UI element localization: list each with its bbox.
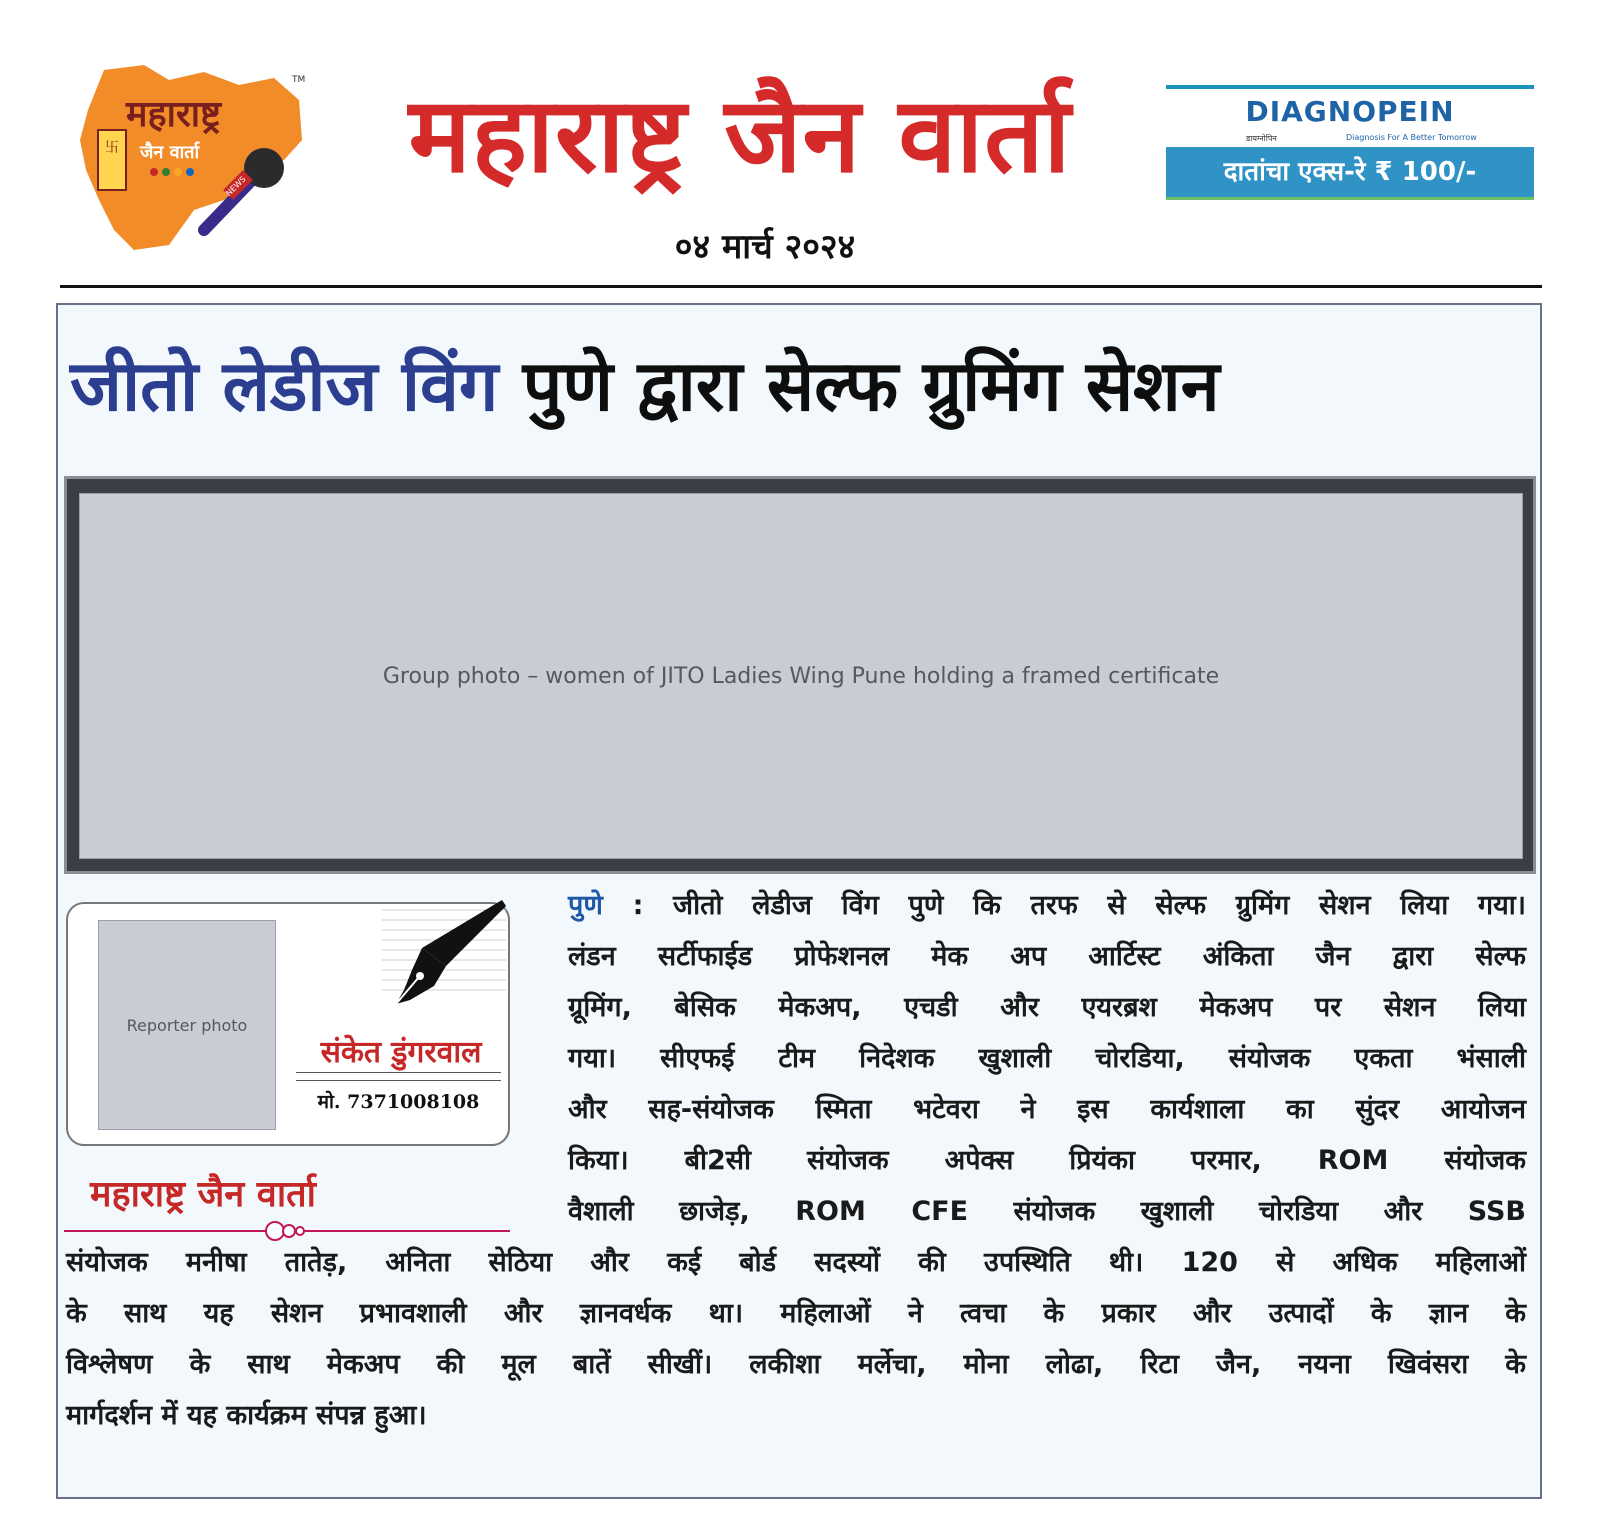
advertisement xyxy=(1166,85,1534,203)
headline-part-blue: जीतो लेडीज विंग xyxy=(70,345,499,427)
signature-paper-name: महाराष्ट्र जैन वार्ता xyxy=(90,1174,316,1215)
article-line: संयोजक मनीषा तातेड़, अनिता सेठिया और कई बोर्ड सदस्यों की उपस्थिति थी। 120 से अधिक महिलाओं xyxy=(66,1247,1526,1278)
article-line: के साथ यह सेशन प्रभावशाली और ज्ञानवर्धक था। महिलाओं ने त्वचा के प्रकार और उत्पादों के ज्ञान के xyxy=(66,1298,1526,1329)
svg-text:TM: TM xyxy=(292,75,306,85)
article-line: गया। सीएफई टीम निदेशक खुशाली चोरडिया, संयोजक एकता भंसाली xyxy=(568,1043,1526,1074)
article-line: विश्लेषण के साथ मेकअप की मूल बातें सीखीं। लकीशा मर्लेचा, मोना लोढा, रिटा जैन, नयना खिवंसरा के xyxy=(66,1349,1526,1380)
article-line: मार्गदर्शन में यह कार्यक्रम संपन्न हुआ। xyxy=(66,1400,427,1431)
article-line: पुणे : जीतो लेडीज विंग पुणे कि तरफ से सेल्फ ग्रुमिंग सेशन लिया गया। xyxy=(568,890,1527,921)
masthead-title: महाराष्ट्र जैन वार्ता xyxy=(408,74,1072,196)
issue-date: ०४ मार्च २०२४ xyxy=(674,227,856,267)
reporter-divider xyxy=(296,1072,501,1073)
logo-news-tag: NEWS xyxy=(224,174,248,198)
ad-brand-devanagari: डायग्नोपिन xyxy=(1246,134,1277,143)
reporter-divider xyxy=(296,1080,501,1081)
article-line: किया। बी2सी संयोजक अपेक्स प्रियंका परमार, ROM संयोजक xyxy=(568,1145,1526,1176)
ad-offer-text: दातांचा एक्स-रे ₹ 100/- xyxy=(1223,157,1477,187)
article-headline xyxy=(70,336,1530,436)
reporter-photo: Reporter photo xyxy=(98,920,276,1130)
reporter-phone: मो. 7371008108 xyxy=(317,1091,480,1113)
maharashtra-map-icon xyxy=(74,60,314,260)
ad-top-line xyxy=(1166,85,1534,89)
svg-text:卐: 卐 xyxy=(105,140,119,156)
ad-offer-bar xyxy=(1166,147,1534,200)
headline-part-black: पुणे द्वारा सेल्फ ग्रुमिंग सेशन xyxy=(522,345,1220,427)
group-photo: Group photo – women of JITO Ladies Wing Pune holding a framed certificate xyxy=(79,493,1523,859)
ad-brand: DIAGNOPEIN xyxy=(1245,95,1455,128)
article-line: लंडन सर्टीफाईड प्रोफेशनल मेक अप आर्टिस्ट अंकिता जैन द्वारा सेल्फ xyxy=(568,941,1526,972)
fountain-pen-icon xyxy=(382,900,506,1010)
masthead-divider xyxy=(60,285,1542,288)
masthead-logo xyxy=(74,60,314,260)
ad-tagline: Diagnosis For A Better Tomorrow xyxy=(1346,133,1477,142)
article-place: पुणे xyxy=(568,890,603,921)
article-line: और सह-संयोजक स्मिता भटेवरा ने इस कार्यशाला का सुंदर आयोजन xyxy=(568,1094,1526,1125)
logo-subtitle: जैन वार्ता xyxy=(140,142,200,163)
article-line: ग्रूमिंग, बेसिक मेकअप, एचडी और एयरब्रश मेकअप पर सेशन लिया xyxy=(568,992,1526,1023)
logo-title: महाराष्ट्र xyxy=(126,94,222,135)
reporter-name: संकेत डुंगरवाल xyxy=(320,1035,482,1070)
article-line: वैशाली छाजेड़, ROM CFE संयोजक खुशाली चोरडिया और SSB xyxy=(568,1196,1526,1227)
